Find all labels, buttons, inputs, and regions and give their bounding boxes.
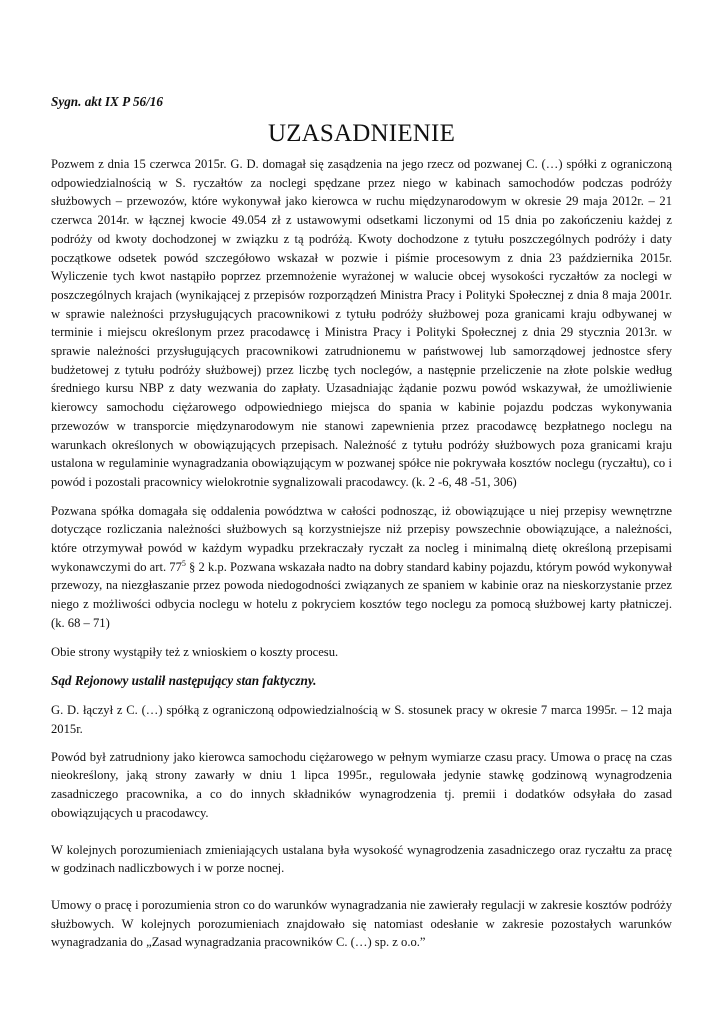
paragraph-travel-costs: Umowy o pracę i porozumienia stron co do warunków wynagradzania nie zawierały regulacji w zakresie kosztów podróży służbowych. W kolejnych porozumieniach znajdowało się natomiast odesłanie w zakresie pozostałych warunków wynagradzania do „Zasad wynagradzania pracowników C. (…) sp. z o.o.”: [51, 897, 672, 950]
paragraph-employment-terms: Powód był zatrudniony jako kierowca samochodu ciężarowego w pełnym wymiarze czasu pracy. Umowa o pracę na czas nieokreślony, jaką strony zawarły w dniu 1 lipca 1995r., regulowała jedynie stawkę godzinową wynagrodzenia zasadniczego pracownika, a co do innych składników wynagrodzenia tj. premii i dodatków odsyłała do zasad obowiązujących u pracodawcy.: [51, 749, 672, 820]
paragraph-employment-period: G. D. łączył z C. (…) spółką z ograniczoną odpowiedzialnością w S. stosunek pracy w okresie 7 marca 1995r. – 12 maja 2015r.: [51, 703, 672, 736]
paragraph-lawsuit: Pozwem z dnia 15 czerwca 2015r. G. D. domagał się zasądzenia na jego rzecz od pozwanej C. (…) spółki z ograniczoną odpowiedzialnością w S. ryczałtów za noclegi spędzane przez niego w kabinach samochodów podczas podróży służbowych – przewozów, które wykonywał jako kierowca w ruchu międzynarodowym w okresie 29 maja 2012r. – 21 czerwca 2014r. w łącznej kwocie 49.054 zł z ustawowymi odsetkami liczonymi od 15 dnia po zakończeniu każdej z podróży od kwoty dochodzonej w związku z tą podróżą. Kwoty dochodzone z tytułu poszczególnych podróży i daty początkowe odsetek powód szczegółowo wskazał w pozwie i piśmie procesowym z dnia 23 października 2015r. Wyliczenie tych kwot nastąpiło poprzez przemnożenie wyrażonej w walucie obcej wysokości ryczałtów za noclegi w poszczególnych krajach (wynikającej z przepisów rozporządzeń Ministra Pracy i Polityki Społecznej z dnia 8 maja 2001r. w sprawie należności przysługujących pracownikowi z tytułu podróży służbowej poza granicami kraju odbywanej w terminie i miejscu określonym przez pracodawcę i Ministra Pracy i Polityki Społecznej z dnia 29 stycznia 2013r. w sprawie należności przysługujących pracownikowi zatrudnionemu w państwowej lub samorządowej jednostce sfery budżetowej z tytułu podróży służbowej) przez liczbę tych noclegów, a następnie przeliczenie na złote polskie według średniego kursu NBP z daty wezwania do zapłaty. Uzasadniając żądanie pozwu powód wskazywał, że umożliwienie kierowcy samochodu ciężarowego odpowiedniego miejsca do spania w kabinie pojazdu podczas wykonywania przewozów w transporcie międzynarodowym nie stanowi zapewnienia przez pracodawcę bezpłatnego noclegu na warunkach określonych w obowiązujących przepisach. Należność z tytułu podróży służbowych poza granicami kraju ustalona w regulaminie wynagradzania obowiązującym w pozwanej spółce nie pokrywała kosztów noclegu (ryczałtu), co i powód i pozostali pracownicy wielokrotnie sygnalizowali pracodawcy. (k. 2 -6, 48 -51, 306): [51, 157, 672, 489]
paragraph-costs-motion: Obie strony wystąpiły też z wnioskiem o koszty procesu.: [51, 644, 339, 659]
paragraph-amendments: W kolejnych porozumieniach zmieniających ustalana była wysokość wynagrodzenia zasadniczego oraz ryczałtu za pracę w godzinach nadliczbowych i w porze nocnej.: [51, 842, 672, 876]
section-heading-facts: Sąd Rejonowy ustalił następujący stan faktyczny.: [51, 673, 317, 689]
paragraph-defendant-text-a: Pozwana spółka domagała się oddalenia powództwa w całości podnosząc, iż obowiązujące u niej przepisy wewnętrzne dotyczące rozliczania należności służbowych są korzystniejsze niż przepisy powszechnie obowiązujące, a należności, które otrzymywał powód w każdym wypadku przekraczały ryczałt za nocleg i minimalną dietę określoną przepisami wykonawczymi do art. 77: [51, 503, 672, 574]
document-page: [51, 94, 672, 970]
case-signature: Sygn. akt IX P 56/16: [51, 94, 163, 109]
superscript-article-index: 5: [181, 558, 186, 568]
paragraph-defendant-position: [51, 502, 672, 633]
document-title: UZASADNIENIE: [267, 120, 456, 147]
paragraph-defendant-text-b: § 2 k.p. Pozwana wskazała nadto na dobry standard kabiny pojazdu, którym powód wykonywał przewozy, na niezgłaszanie przez powoda niedogodności związanych ze spaniem w kabinie oraz na nieskorzystanie przez niego z możliwości odbycia noclegu w hotelu z pokryciem kosztów tego noclegu za pomocą służbowej karty płatniczej. (k. 68 – 71): [51, 559, 672, 630]
